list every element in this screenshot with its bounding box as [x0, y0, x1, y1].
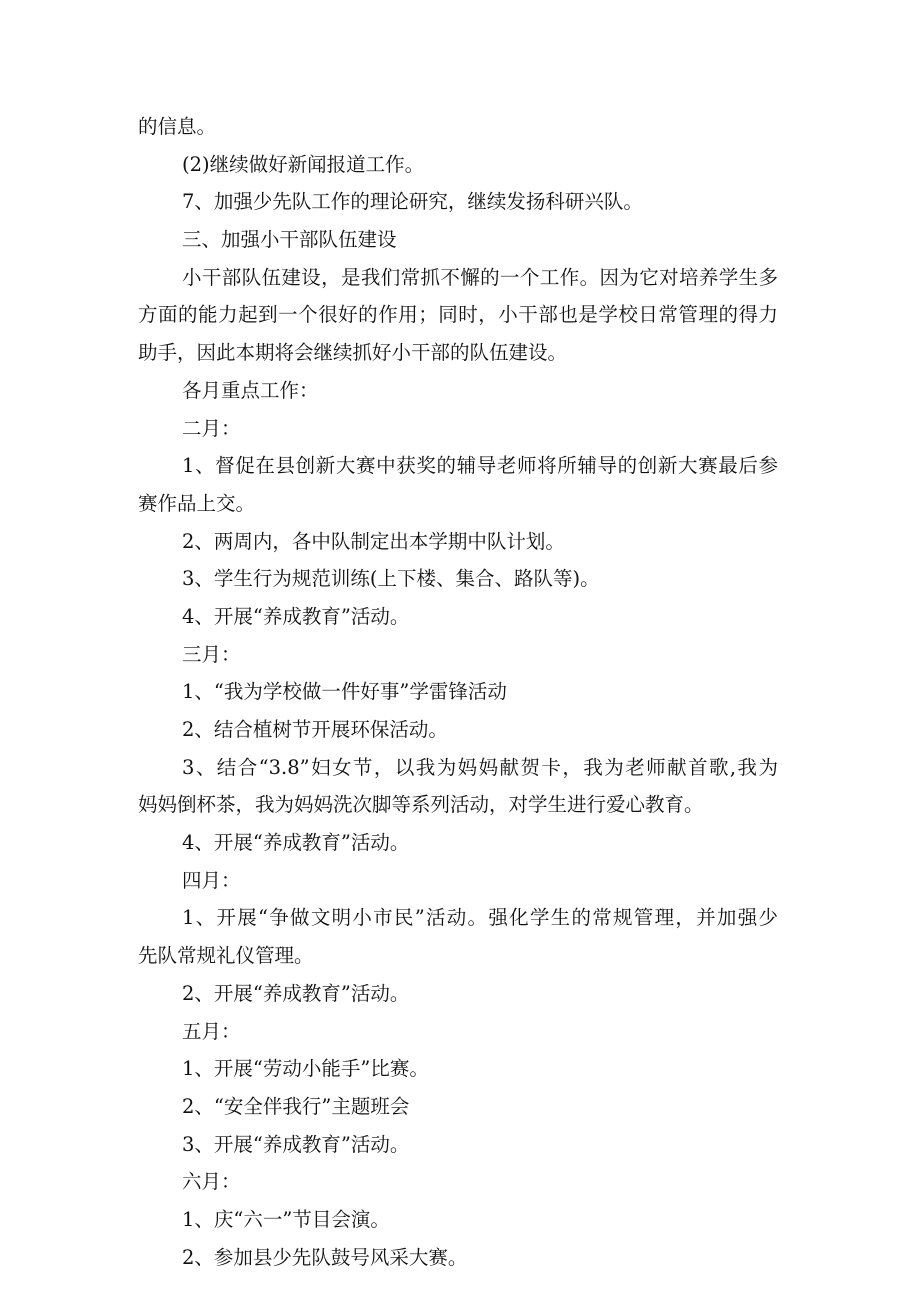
text-line: 1、“我为学校做一件好事”学雷锋活动: [182, 680, 507, 704]
document-page: [138, 108, 778, 1276]
text-line: 2、结合植树节开展环保活动。: [182, 718, 448, 741]
text-line: 3、学生行为规范训练(上下楼、集合、路队等)。: [182, 567, 600, 591]
text-line: 1、督促在县创新大赛中获奖的辅导老师将所辅导的创新大赛最后参: [182, 454, 778, 478]
text-line: 先队常规礼仪管理。: [138, 944, 314, 968]
month-heading: 三月：: [182, 642, 241, 666]
text-line: 3、开展“养成教育”活动。: [182, 1132, 410, 1156]
text-line: 7、加强少先队工作的理论研究，继续发扬科研兴队。: [182, 190, 643, 214]
text-line: 4、开展“养成教育”活动。: [182, 604, 410, 628]
text-line: 2、参加县少先队鼓号风采大赛。: [182, 1245, 468, 1269]
month-heading: 五月：: [182, 1019, 241, 1043]
text-line: 4、开展“养成教育”活动。: [182, 831, 410, 855]
subheading: 各月重点工作：: [182, 378, 319, 402]
text-line: 方面的能力起到一个很好的作用；同时，小干部也是学校日常管理的得力: [138, 303, 778, 327]
text-line: (2)继续做好新闻报道工作。: [182, 152, 425, 176]
text-line: 赛作品上交。: [138, 491, 256, 515]
text-line: 2、开展“养成教育”活动。: [182, 981, 410, 1005]
month-heading: 六月：: [182, 1170, 241, 1194]
text-line: 小干部队伍建设，是我们常抓不懈的一个工作。因为它对培养学生多: [182, 265, 778, 289]
text-line: 1、开展“劳动小能手”比赛。: [182, 1057, 429, 1081]
text-line: 1、庆“六一”节目会演。: [182, 1207, 390, 1231]
month-heading: 四月：: [182, 868, 241, 892]
text-line: 助手，因此本期将会继续抓好小干部的队伍建设。: [138, 341, 568, 365]
text-line: 2、“安全伴我行”主题班会: [182, 1094, 410, 1118]
text-line: 1、开展“争做文明小市民”活动。强化学生的常规管理，并加强少: [182, 906, 778, 930]
text-line: 妈妈倒杯茶，我为妈妈洗次脚等系列活动，对学生进行爱心教育。: [138, 793, 704, 817]
text-line: 3、结合“3.8”妇女节，以我为妈妈献贺卡，我为老师献首歌,我为: [182, 755, 778, 779]
month-heading: 二月：: [182, 416, 241, 440]
section-heading: 三、加强小干部队伍建设: [182, 228, 397, 252]
text-line: 2、两周内，各中队制定出本学期中队计划。: [182, 529, 565, 553]
text-line: 的信息。: [138, 115, 217, 138]
